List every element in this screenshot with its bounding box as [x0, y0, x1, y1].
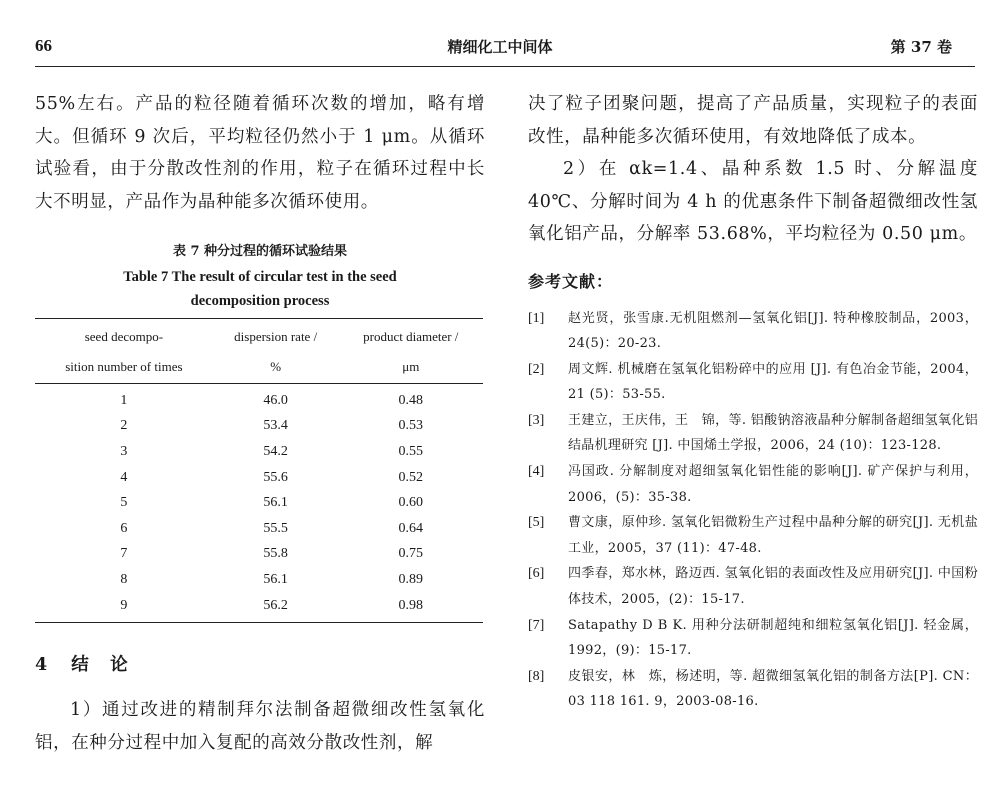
- column-header-unit: μm: [339, 351, 483, 384]
- reference-item: [528, 510, 978, 561]
- reference-item: [528, 561, 978, 612]
- table-cell: 9: [120, 597, 128, 613]
- table-caption-en: [35, 265, 485, 313]
- table-cell: 0.98: [398, 597, 424, 613]
- column-header: product diameter /: [363, 329, 459, 344]
- table-cell: 54.2: [263, 443, 288, 459]
- reference-text: 周文辉. 机械磨在氢氧化铝粉碎中的应用 [J]. 有色冶金节能，2004，21 (5)：53-55.: [568, 361, 978, 403]
- table-cell: 0.55: [398, 443, 424, 459]
- reference-number: [3]: [528, 412, 545, 428]
- column-header-unit: %: [213, 351, 339, 384]
- table-cell: 56.2: [263, 597, 288, 613]
- reference-number: [1]: [528, 310, 545, 326]
- reference-item: [528, 613, 978, 664]
- conclusion-paragraph-2: 2）在 αk=1.4、晶种系数 1.5 时、分解温度 40℃、分解时间为 4 h 的优惠条件下制备超微细改性氢氧化铝产品，分解率 53.68%，平均粒径为 0.50 μm。: [528, 159, 978, 244]
- reference-item: [528, 408, 978, 459]
- table-cell: 0.48: [398, 392, 424, 408]
- reference-list: [528, 306, 978, 716]
- table-cell: 3: [120, 443, 128, 459]
- section-title: 结 论: [71, 655, 130, 675]
- reference-number: [7]: [528, 617, 545, 633]
- conclusion-paragraph-1-continued: 决了粒子团聚问题，提高了产品质量，实现粒子的表面改性，晶种能多次循环使用，有效地降低了成本。: [528, 94, 978, 147]
- table-row: [35, 542, 483, 568]
- reference-text: 赵光贤，张雪康.无机阻燃剂—氢氧化铝[J]. 特种橡胶制品，2003，24(5)：20-23.: [568, 310, 978, 352]
- table-caption-en-line1: Table 7 The result of circular test in the seed: [123, 269, 397, 285]
- table-row: [35, 516, 483, 542]
- table-cell: 0.53: [398, 418, 424, 434]
- left-column: [35, 88, 485, 753]
- section-heading: [35, 651, 130, 676]
- reference-item: [528, 664, 978, 715]
- reference-item: [528, 357, 978, 408]
- table-cell: 56.1: [263, 571, 288, 587]
- reference-number: [6]: [528, 566, 545, 582]
- table-cell: 0.52: [398, 469, 424, 485]
- table-cell: 0.75: [398, 546, 424, 562]
- table-row: [35, 465, 483, 491]
- table-row: [35, 490, 483, 516]
- table-row: [35, 567, 483, 593]
- section-number: 4: [35, 655, 50, 675]
- reference-item: [528, 306, 978, 357]
- reference-text: 冯国政. 分解制度对超细氢氧化铝性能的影响[J]. 矿产保护与利用，2006，(5)：35-38.: [568, 464, 978, 505]
- table-cell: 8: [120, 571, 128, 587]
- table-cell: 55.8: [263, 546, 288, 562]
- table-cell: 0.60: [398, 495, 424, 511]
- table-cell: 0.89: [398, 571, 424, 587]
- table-cell: 1: [120, 392, 128, 408]
- reference-text: 皮银安，林 炼，杨述明，等. 超微细氢氧化铝的制备方法[P]. CN：03 118 161. 9，2003-08-16.: [568, 668, 978, 710]
- references-heading: 参考文献：: [528, 271, 614, 291]
- table-cell: 5: [120, 495, 128, 511]
- reference-number: [2]: [528, 361, 545, 377]
- header-rule: [35, 66, 975, 67]
- results-table: [35, 318, 483, 623]
- table-row: [35, 439, 483, 465]
- table-cell: 53.4: [263, 418, 288, 434]
- table-cell: 6: [120, 520, 128, 536]
- reference-text: 王建立，王庆伟，王 锦，等. 铝酸钠溶液晶种分解制备超细氢氧化铝结晶机理研究 [J]. 中国烯土学报，2006，24 (10)：123-128.: [568, 412, 978, 454]
- table-cell: 4: [120, 469, 128, 485]
- reference-text: 四季春，郑水林，路迈西. 氢氧化铝的表面改性及应用研究[J]. 中国粉体技术，2005，(2)：15-17.: [568, 566, 978, 608]
- table-cell: 7: [120, 546, 128, 562]
- reference-text: Satapathy D B K. 用种分法研制超纯和细粒氢氧化铝[J]. 轻金属，1992，(9)：15-17.: [568, 617, 978, 659]
- table-cell: 55.6: [263, 469, 288, 485]
- table-cell: 0.64: [398, 520, 424, 536]
- table-row: [35, 384, 483, 414]
- table-cell: 55.5: [263, 520, 288, 536]
- column-header: dispersion rate /: [234, 329, 318, 344]
- reference-number: [5]: [528, 515, 545, 531]
- table-cell: 2: [120, 418, 128, 434]
- journal-title: 精细化工中间体: [447, 38, 553, 56]
- body-paragraph: 55%左右。产品的粒径随着循环次数的增加，略有增大。但循环 9 次后，平均粒径仍然小于 1 μm。从循环试验看，由于分散改性剂的作用，粒子在循环过程中长大不明显，产品作为晶种能多次循环使用。: [35, 94, 485, 212]
- page-number: 66: [35, 36, 52, 55]
- reference-number: [4]: [528, 464, 545, 480]
- table-cell: 56.1: [263, 495, 288, 511]
- column-header: seed decompo-: [84, 329, 164, 344]
- table-row: [35, 593, 483, 623]
- column-header-unit: sition number of times: [35, 351, 213, 384]
- reference-item: [528, 459, 978, 510]
- volume-label: 第 37 卷: [890, 38, 952, 56]
- table-caption-cn: 表 7 种分过程的循环试验结果: [172, 244, 348, 259]
- reference-text: 曹文康，原仲珍. 氢氧化铝微粉生产过程中晶种分解的研究[J]. 无机盐工业，2005，37 (11)：47-48.: [568, 515, 978, 556]
- right-column: [528, 88, 978, 715]
- reference-number: [8]: [528, 668, 545, 684]
- table-caption-en-line2: decomposition process: [190, 293, 330, 309]
- table-cell: 46.0: [263, 392, 288, 408]
- table-row: [35, 414, 483, 440]
- conclusion-paragraph-1: 1）通过改进的精制拜尔法制备超微细改性氢氧化铝，在种分过程中加入复配的高效分散改性剂，解: [35, 700, 485, 753]
